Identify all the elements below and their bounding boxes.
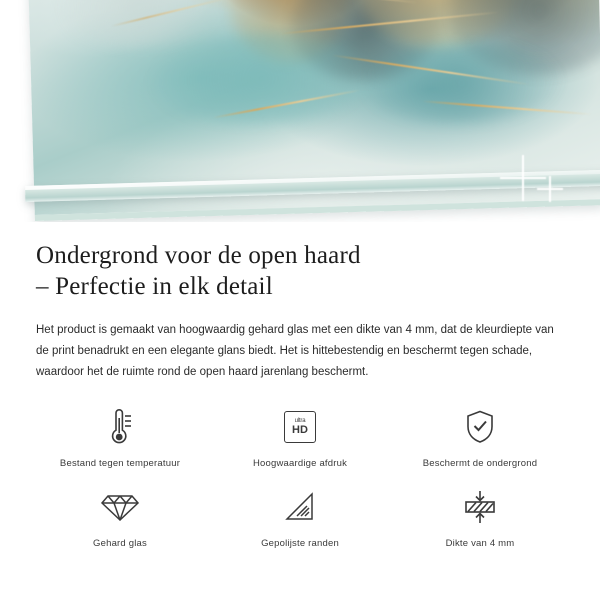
feature-item-temperature	[30, 405, 210, 469]
hero-image	[0, 0, 600, 222]
feature-label: Gepolijste randen	[261, 538, 339, 549]
feature-label: Gehard glas	[93, 538, 147, 549]
thickness-4mm-icon	[460, 485, 500, 529]
description-paragraph: Het product is gemaakt van hoogwaardig gehard glas met een dikte van 4 mm, dat de kleurdiepte van de print benadrukt en een elegante glans biedt. Het is hittebestendig en beschermt tegen schade, waardoor het de ruimte rond de open haard jarenlang beschermt.	[36, 324, 554, 378]
feature-item-tempered-glass	[30, 485, 210, 549]
diamond-icon	[100, 485, 140, 529]
feature-item-print-quality	[210, 405, 390, 469]
thermometer-icon	[103, 405, 137, 449]
polished-edges-icon	[283, 485, 317, 529]
feature-label: Dikte van 4 mm	[445, 538, 515, 549]
feature-item-surface-protection	[390, 405, 570, 469]
feature-grid	[0, 405, 600, 549]
feature-label: Bestand tegen temperatuur	[59, 458, 181, 469]
marble-swirl	[150, 31, 372, 127]
ultra-hd-badge-top: ultra	[294, 418, 306, 424]
feature-label: Beschermt de ondergrond	[422, 458, 538, 469]
ultra-hd-badge-bottom: HD	[292, 424, 308, 436]
shield-check-icon	[462, 405, 498, 449]
page-title	[36, 240, 564, 302]
page-title-line-1: Ondergrond voor de open haard	[36, 242, 361, 269]
page-title-line-2: – Perfectie in elk detail	[36, 273, 273, 300]
feature-item-polished-edges	[210, 485, 390, 549]
marble-swirl	[58, 0, 220, 49]
feature-item-thickness	[390, 485, 570, 549]
hero-image-inner	[0, 0, 600, 222]
ultra-hd-icon	[284, 405, 316, 449]
content-block	[0, 240, 600, 383]
feature-label: Hoogwaardige afdruk	[252, 458, 348, 469]
